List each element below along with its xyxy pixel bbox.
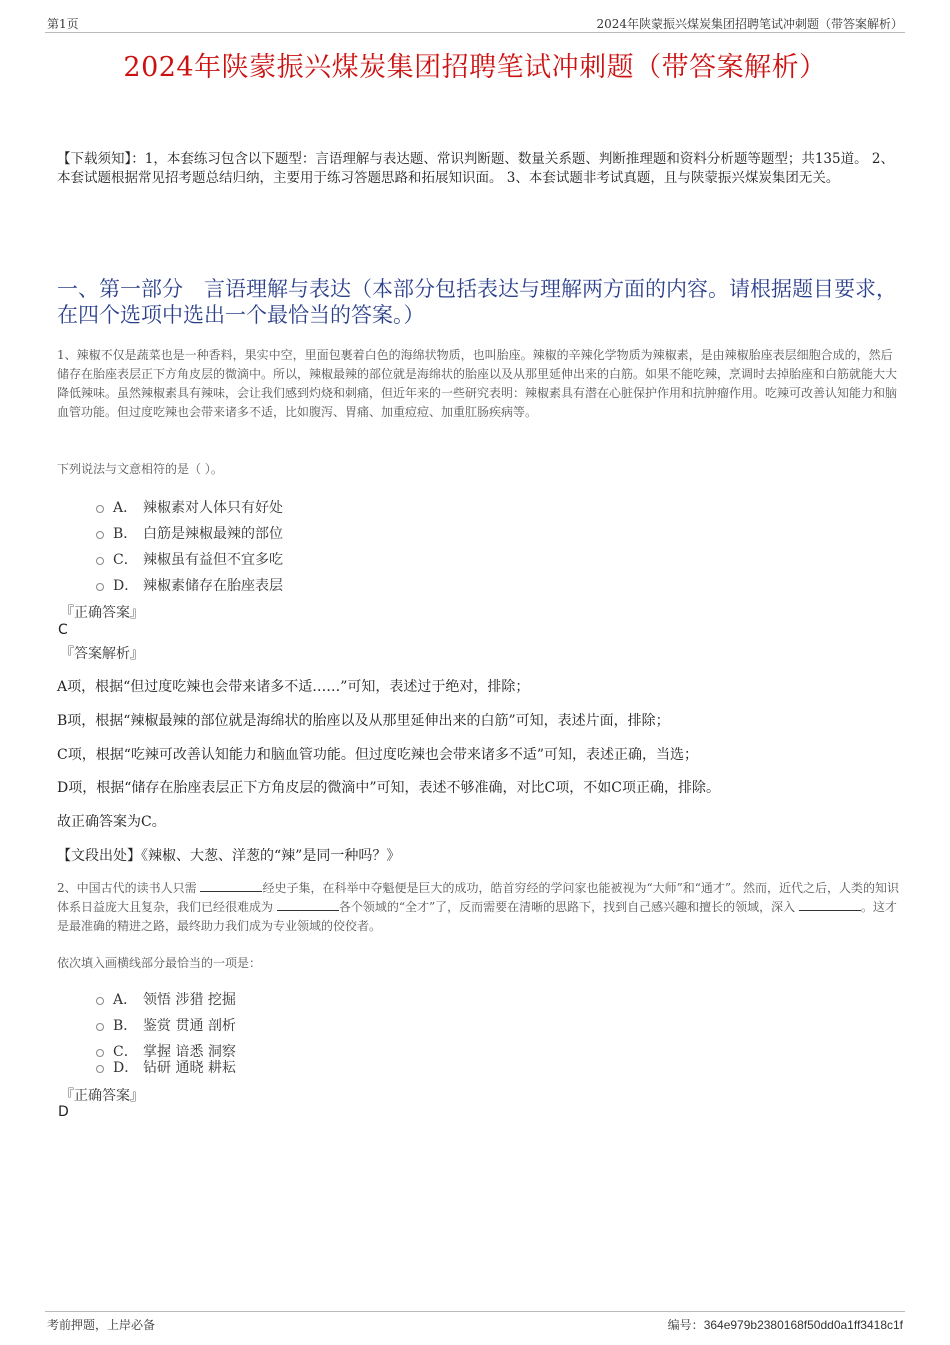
q2-stem xyxy=(57,879,902,936)
download-notice: 【下载须知】：1，本套练习包含以下题型：言语理解与表达题、常识判断题、数量关系题、判断推理题和资料分析题等题型；共135道。 2、本套试题根据常见招考题总结归纳，主要用于练习答题思路和拓展知识面。 3、本套试题非考试真题，且与陕蒙振兴煤炭集团无关。 xyxy=(57,151,894,186)
radio-icon[interactable] xyxy=(96,583,104,591)
fill-blank xyxy=(799,898,861,911)
radio-icon[interactable] xyxy=(96,531,104,539)
option-letter: D． xyxy=(113,578,139,594)
footer-code-value: 364e979b2380168f50dd0a1ff3418c1f xyxy=(703,1318,903,1332)
q2-stem-part: 经史子集，在科举中夺魁便是巨大的成功，皓首穷经的学问家也能被视为“大师”和“通才”。然而，近代之后，人类的知识体系日益庞大且复杂，我们已经很难成为 xyxy=(57,881,899,914)
radio-icon[interactable] xyxy=(96,997,104,1005)
radio-icon[interactable] xyxy=(96,1065,104,1073)
q2-option-a[interactable] xyxy=(96,989,236,1009)
header-doc-title: 2024年陕蒙振兴煤炭集团招聘笔试冲刺题（带答案解析） xyxy=(596,17,903,31)
option-text: 掌握 谙悉 洞察 xyxy=(143,1044,236,1060)
option-letter: A． xyxy=(113,500,138,516)
option-letter: C． xyxy=(113,552,138,568)
footer-code-label: 编号： xyxy=(667,1318,704,1332)
q1-analysis-label: 『答案解析』 xyxy=(60,646,144,662)
radio-icon[interactable] xyxy=(96,1023,104,1031)
q1-answer-label: 『正确答案』 xyxy=(60,605,144,621)
q2-answer-label: 『正确答案』 xyxy=(60,1088,144,1104)
footer-code xyxy=(668,1316,903,1333)
q1-option-c[interactable] xyxy=(96,549,283,569)
option-letter: B． xyxy=(113,1018,138,1034)
page-number: 第1页 xyxy=(47,17,79,31)
option-letter: A． xyxy=(113,992,138,1008)
fill-blank xyxy=(277,898,339,911)
q1-analysis-d: D项，根据“储存在胎座表层正下方角皮层的微滴中”可知，表述不够准确，对比C项，不如C项正确，排除。 xyxy=(57,780,720,796)
option-text: 鉴赏 贯通 剖析 xyxy=(143,1018,236,1034)
q1-source: 【文段出处】《辣椒、大葱、洋葱的“辣”是同一种吗？》 xyxy=(57,848,401,864)
q1-stem: 1、辣椒不仅是蔬菜也是一种香料，果实中空，里面包裹着白色的海绵状物质，也叫胎座。辣椒的辛辣化学物质为辣椒素，是由辣椒胎座表层细胞合成的，然后储存在胎座表层正下方角皮层的微滴中。所以，辣椒最辣的部位就是海绵状的胎座以及从那里延伸出来的白筋。如果不能吃辣，烹调时去掉胎座和白筋就能大大降低辣味。虽然辣椒素具有辣味，会让我们感到灼烧和刺痛，但近年来的一些研究表明：辣椒素具有潜在心脏保护作用和抗肿瘤作用。吃辣可改善认知能力和脑血管功能。但过度吃辣也会带来诸多不适，比如腹泻、胃痛、加重痘痘、加重肛肠疾病等。 xyxy=(57,348,898,419)
q1-answer: C xyxy=(58,622,68,638)
option-letter: C． xyxy=(113,1044,138,1060)
fill-blank xyxy=(200,879,262,892)
option-text: 领悟 涉猎 挖掘 xyxy=(143,992,236,1008)
q1-prompt: 下列说法与文意相符的是（ ）。 xyxy=(57,462,223,476)
option-text: 辣椒素储存在胎座表层 xyxy=(143,578,283,594)
option-text: 辣椒虽有益但不宜多吃 xyxy=(143,552,283,568)
q2-stem-part: 2、中国古代的读书人只需 xyxy=(57,881,201,895)
option-letter: B． xyxy=(113,526,138,542)
q1-option-b[interactable] xyxy=(96,523,283,543)
footer-divider xyxy=(45,1311,905,1312)
q2-stem-part: 各个领域的“全才”了，反而需要在清晰的思路下，找到自己感兴趣和擅长的领域，深入 xyxy=(338,900,799,914)
q1-analysis-c: C项，根据“吃辣可改善认知能力和脑血管功能。但过度吃辣也会带来诸多不适”可知，表述正确，当选； xyxy=(57,747,699,763)
radio-icon[interactable] xyxy=(96,1049,104,1057)
q1-option-d[interactable] xyxy=(96,575,283,595)
q2-answer: D xyxy=(58,1104,69,1120)
q2-stem-part: 。这才是最准确的精进之路，最终助力我们成为专业领域的佼佼者。 xyxy=(57,900,897,933)
radio-icon[interactable] xyxy=(96,557,104,565)
option-letter: D． xyxy=(113,1060,139,1076)
q2-option-b[interactable] xyxy=(96,1015,236,1035)
q1-conclusion: 故正确答案为C。 xyxy=(57,814,166,830)
q2-prompt: 依次填入画横线部分最恰当的一项是： xyxy=(57,956,262,970)
option-text: 白筋是辣椒最辣的部位 xyxy=(143,526,283,542)
radio-icon[interactable] xyxy=(96,505,104,513)
option-text: 辣椒素对人体只有好处 xyxy=(143,500,283,516)
q2-option-d[interactable] xyxy=(96,1057,236,1077)
q1-analysis-b: B项，根据“辣椒最辣的部位就是海绵状的胎座以及从那里延伸出来的白筋”可知，表述片面，排除； xyxy=(57,713,670,729)
q1-analysis-a: A项，根据“但过度吃辣也会带来诸多不适……”可知，表述过于绝对，排除； xyxy=(57,679,530,695)
section-heading: 一、第一部分 言语理解与表达（本部分包括表达与理解两方面的内容。请根据题目要求，在四个选项中选出一个最恰当的答案。） xyxy=(57,277,897,327)
header-divider xyxy=(45,32,905,33)
option-text: 钻研 通晓 耕耘 xyxy=(143,1060,236,1076)
q1-option-a[interactable] xyxy=(96,497,283,517)
footer-slogan: 考前押题，上岸必备 xyxy=(47,1318,156,1332)
document-title: 2024年陕蒙振兴煤炭集团招聘笔试冲刺题（带答案解析） xyxy=(123,52,827,83)
